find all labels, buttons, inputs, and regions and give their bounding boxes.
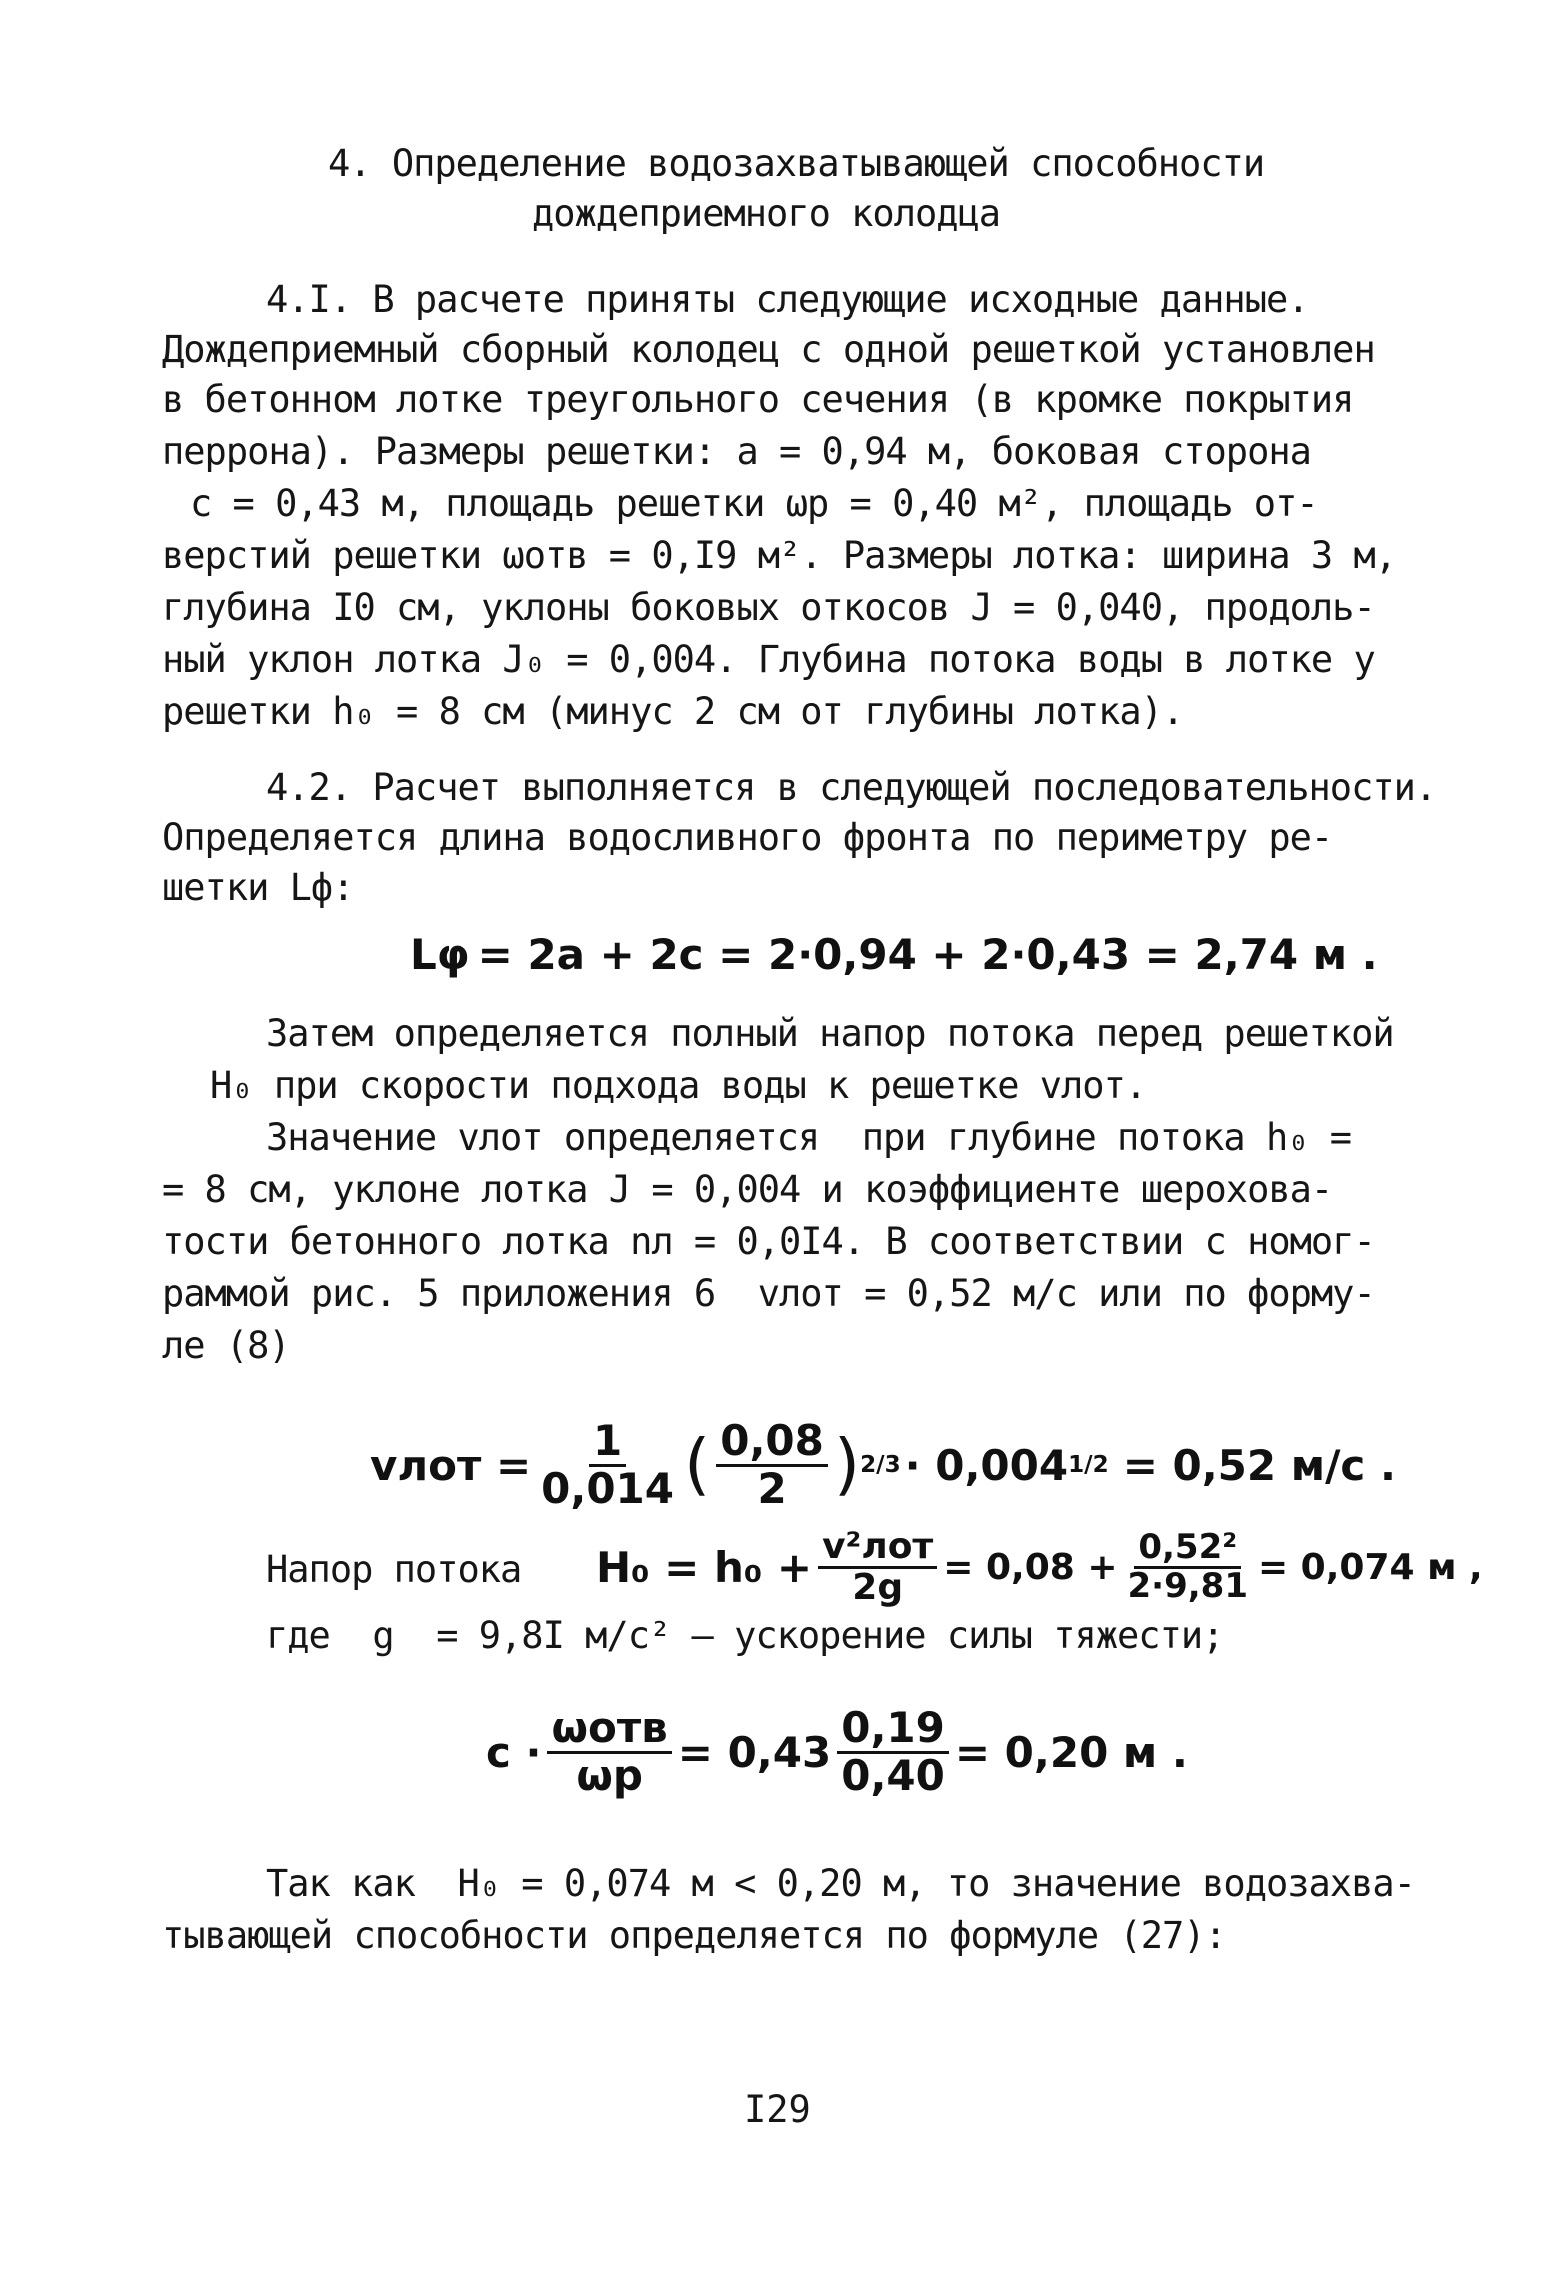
formula-ratio-frac1-den: ωр — [576, 1750, 643, 1800]
para-4-2-line-3: шетки Lф: — [162, 866, 354, 909]
formula-head-frac1-den: 2g — [852, 1566, 904, 1608]
formula-head-frac2-den: 2·9,81 — [1127, 1565, 1248, 1606]
formula-perimeter — [410, 930, 1378, 979]
formula-velocity-rhs: = 0,52 м/с . — [1122, 1440, 1396, 1490]
section-title-line-1: 4. Определение водозахватывающей способности — [328, 142, 1265, 185]
formula-head-frac2 — [1124, 1526, 1252, 1606]
para-head-line-1: Затем определяется полный напор потока перед решеткой — [266, 1012, 1394, 1055]
formula-ratio-frac1 — [547, 1703, 671, 1800]
formula-ratio-frac2-num: 0,19 — [837, 1706, 949, 1753]
formula-velocity-frac2 — [716, 1416, 828, 1513]
para-head-line-6: раммой рис. 5 приложения 6 vлот = 0,52 м/с или по форму- — [162, 1272, 1375, 1315]
para-4-1-line-9: решетки h₀ = 8 см (минус 2 см от глубины лотка). — [162, 690, 1184, 733]
para-4-1-line-1: 4.I. В расчете приняты следующие исходные данные. — [266, 278, 1309, 321]
open-paren: ( — [684, 1425, 711, 1504]
formula-velocity-frac1-num: 1 — [589, 1419, 626, 1466]
formula-ratio-frac2-den: 0,40 — [841, 1750, 945, 1800]
formula-perimeter-rhs: = 2a + 2c = 2·0,94 + 2·0,43 = 2,74 м . — [477, 930, 1378, 979]
section-title-line-2: дождеприемного колодца — [532, 192, 1001, 235]
para-final-line-2: тывающей способности определяется по формуле (27): — [162, 1914, 1226, 1957]
para-4-2-line-1: 4.2. Расчет выполняется в следующей последовательности. — [266, 766, 1437, 809]
formula-velocity-frac1 — [537, 1416, 678, 1513]
formula-velocity-frac2-den: 2 — [757, 1463, 787, 1513]
formula-head-frac1 — [818, 1525, 937, 1608]
para-head-line-2: H₀ при скорости подхода воды к решетке vлот. — [210, 1064, 1147, 1107]
formula-ratio-lhs: c · — [486, 1727, 542, 1777]
close-paren: ) — [833, 1425, 861, 1504]
para-4-1-line-8: ный уклон лотка J₀ = 0,004. Глубина потока воды в лотке у — [162, 638, 1375, 681]
para-4-1-line-6: верстий решетки ωотв = 0,I9 м². Размеры лотка: ширина 3 м, — [162, 534, 1397, 577]
gravity-line: где g = 9,8I м/с² – ускорение силы тяжести; — [266, 1614, 1224, 1657]
formula-head-frac2-num: 0,52² — [1134, 1530, 1241, 1569]
para-4-1-line-4: перрона). Размеры решетки: a = 0,94 м, боковая сторона — [162, 430, 1311, 473]
formula-head-label: Напор потока — [266, 1548, 522, 1591]
formula-head-rhs: = 0,074 м , — [1257, 1546, 1483, 1588]
formula-velocity-frac1-den: 0,014 — [541, 1463, 675, 1513]
para-head-line-3: Значение vлот определяется при глубине потока h₀ = — [266, 1116, 1352, 1159]
para-head-line-5: тости бетонного лотка nл = 0,0I4. В соответствии с номог- — [162, 1220, 1375, 1263]
para-4-1-line-3: в бетонном лотке треугольного сечения (в кромке покрытия — [162, 378, 1354, 421]
para-final-line-1: Так как H₀ = 0,074 м < 0,20 м, то значение водозахва- — [266, 1862, 1415, 1905]
para-4-2-line-2: Определяется длина водосливного фронта по периметру ре- — [162, 816, 1333, 859]
para-4-1-line-2: Дождеприемный сборный колодец с одной решеткой установлен — [162, 328, 1375, 371]
formula-velocity — [370, 1410, 1396, 1520]
formula-head-mid: = 0,08 + — [943, 1546, 1118, 1588]
formula-velocity-exp1: 2/3 — [860, 1452, 901, 1478]
para-4-1-line-7: глубина I0 см, уклоны боковых откосов J = 0,040, продоль- — [162, 586, 1375, 629]
formula-head-lhs: H₀ = h₀ + — [596, 1542, 813, 1592]
formula-head-frac1-num: v²лот — [818, 1528, 937, 1569]
formula-ratio-mid: = 0,43 — [677, 1727, 832, 1777]
formula-head — [596, 1512, 1483, 1622]
page-number: I29 — [744, 2088, 811, 2131]
para-4-1-line-5: c = 0,43 м, площадь решетки ωр = 0,40 м², площадь от- — [190, 482, 1318, 525]
formula-velocity-frac2-num: 0,08 — [716, 1419, 828, 1466]
formula-velocity-exp2: 1/2 — [1068, 1452, 1109, 1478]
para-head-line-7: ле (8) — [162, 1324, 290, 1367]
formula-ratio-frac2 — [837, 1703, 949, 1800]
para-head-line-4: = 8 см, уклоне лотка J = 0,004 и коэффициенте шерохова- — [162, 1168, 1333, 1211]
formula-ratio-rhs: = 0,20 м . — [954, 1727, 1188, 1777]
formula-ratio-frac1-num: ωотв — [547, 1706, 671, 1753]
formula-velocity-mid: · 0,004 — [904, 1440, 1069, 1490]
formula-velocity-lhs: vлот = — [370, 1440, 532, 1490]
formula-ratio — [486, 1692, 1188, 1812]
formula-perimeter-lhs: Lφ — [410, 930, 470, 979]
